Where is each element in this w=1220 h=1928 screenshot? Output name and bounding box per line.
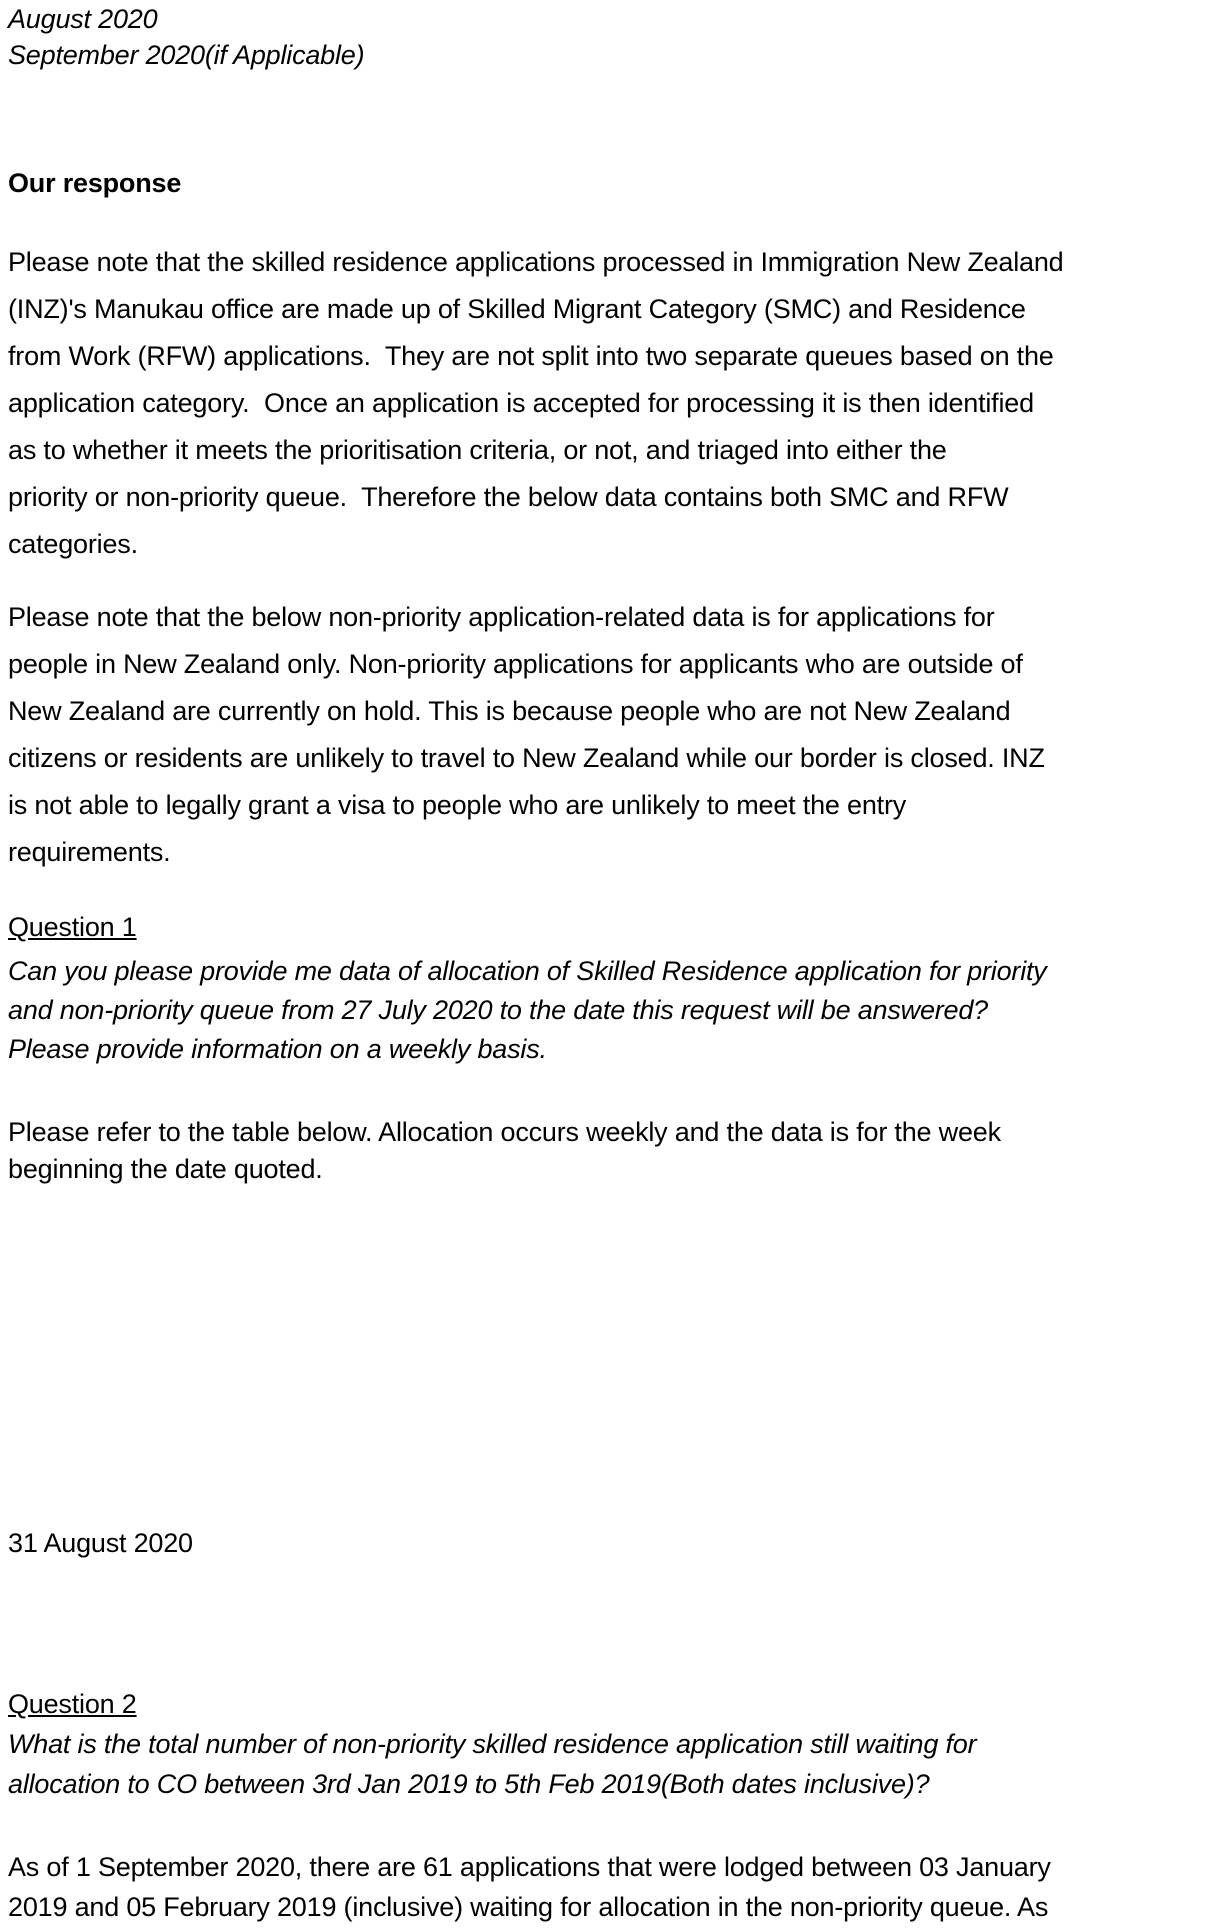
question-2-answer <box>8 1847 1220 1927</box>
paragraph-line: citizens or residents are unlikely to travel to New Zealand while our border is closed. INZ <box>8 743 1045 773</box>
paragraph-line: as to whether it meets the prioritisation criteria, or not, and triaged into either the <box>8 435 947 465</box>
week-date-text: 31 August 2020 <box>8 1528 193 1558</box>
response-heading <box>8 165 1220 201</box>
question-1-label-text: Question 1 <box>8 912 137 942</box>
response-paragraph-1 <box>8 239 1220 568</box>
answer-line: As of 1 September 2020, there are 61 applications that were lodged between 03 January <box>8 1852 1051 1882</box>
paragraph-line: Please note that the below non-priority application-related data is for applications for <box>8 602 995 632</box>
allocation-week-date <box>8 1525 1220 1561</box>
question-1-label <box>8 909 1220 945</box>
paragraph-line: from Work (RFW) applications. They are not split into two separate queues based on the <box>8 341 1054 371</box>
answer-line: 2019 and 05 February 2019 (inclusive) waiting for allocation in the non-priority queue. As <box>8 1892 1049 1922</box>
paragraph-line: is not able to legally grant a visa to people who are unlikely to meet the entry <box>8 790 907 820</box>
paragraph-line: categories. <box>8 529 138 559</box>
response-heading-text: Our response <box>8 168 182 198</box>
paragraph-line: priority or non-priority queue. Therefore the below data contains both SMC and RFW <box>8 482 1009 512</box>
question-2-label <box>8 1686 1220 1722</box>
answer-line: Please refer to the table below. Allocation occurs weekly and the data is for the week <box>8 1117 1001 1147</box>
paragraph-line: New Zealand are currently on hold. This is because people who are not New Zealand <box>8 696 1011 726</box>
question-line: What is the total number of non-priority skilled residence application still waiting for <box>8 1729 977 1759</box>
question-line: Can you please provide me data of allocation of Skilled Residence application for priority <box>8 956 1047 986</box>
header-date-line: August 2020 <box>8 4 158 34</box>
question-1-quoted-text <box>8 952 1220 1069</box>
paragraph-line: Please note that the skilled residence applications processed in Immigration New Zealand <box>8 247 1064 277</box>
question-2-label-text: Question 2 <box>8 1689 137 1719</box>
question-1-answer <box>8 1114 1220 1188</box>
question-2-quoted-text <box>8 1724 1220 1804</box>
paragraph-line: (INZ)'s Manukau office are made up of Skilled Migrant Category (SMC) and Residence <box>8 294 1026 324</box>
paragraph-line: people in New Zealand only. Non-priority applications for applicants who are outside of <box>8 649 1023 679</box>
question-line: Please provide information on a weekly basis. <box>8 1034 547 1064</box>
question-line: allocation to CO between 3rd Jan 2019 to 5th Feb 2019(Both dates inclusive)? <box>8 1769 930 1799</box>
response-paragraph-2 <box>8 594 1220 876</box>
paragraph-line: application category. Once an application is accepted for processing it is then identified <box>8 388 1034 418</box>
paragraph-line: requirements. <box>8 837 171 867</box>
header-dates <box>8 1 1220 73</box>
question-line: and non-priority queue from 27 July 2020 to the date this request will be answered? <box>8 995 989 1025</box>
answer-line: beginning the date quoted. <box>8 1154 323 1184</box>
header-date-line: September 2020(if Applicable) <box>8 40 365 70</box>
